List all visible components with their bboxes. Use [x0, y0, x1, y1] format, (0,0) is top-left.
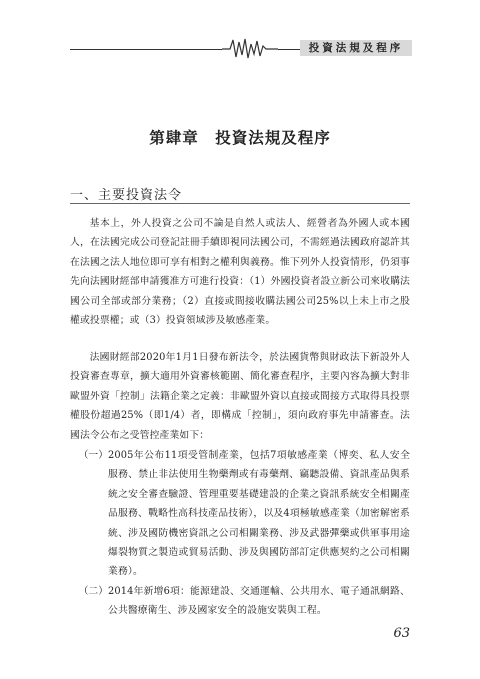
paragraph-1: 基本上，外人投資之公司不論是自然人或法人、經營者為外國人或本國人，在法國完成公司登記註冊手續即視同法國公司，不需經過法國政府認許其在法國之法人地位即可享有相對之權利與義務。惟下列外人投資情形，仍須事先向法國財經部申請獲准方可進行投資：（1）外國投資者設立新公司來收購法國公司全部或部分業務；（2）直接或間接收購法國公司25%以上未上市之股權或投票權；或（3）投資領域涉及敏感產業。 — [70, 218, 410, 327]
paragraph-2: 法國財經部2020年1月1日發布新法令，於法國貨幣與財政法下新設外人投資審查專章，擴大適用外資審核範圍、簡化審查程序，主要內容為擴大對非歐盟外資「控制」法籍企業之定義：非歐盟外資以直接或間接方式取得具投票權股份超過25%（即1/4）者，即構成「控制」，須向政府事先申請審查。法國法令公布之受管控產業如下： — [70, 352, 410, 441]
section-title: 一、主要投資法令 — [70, 188, 183, 203]
section-rule — [70, 203, 410, 204]
list-item — [70, 582, 410, 621]
page-number: 63 — [393, 626, 410, 641]
list-item-marker: （一） — [78, 450, 108, 461]
controlled-industries-list — [70, 446, 410, 621]
list-item-text: 2005年公布11項受管制產業，包括7項敏感產業（博奕、私人安全服務、禁止非法使用生物藥劑或有毒藥劑、竊聽設備、資訊產品與系統之安全審查驗證、管理重要基礎建設的企業之資訊系統安全相關產品服務、戰略性高科技產品技術），以及4項極敏感產業（加密解密系統、涉及國防機密資訊之公司相關業務、涉及武器彈藥或供軍事用途爆裂物質之製造或貿易活動、涉及與國防部訂定供應契約之公司相關業務）。 — [108, 450, 410, 578]
heartbeat-wave-icon — [222, 36, 278, 60]
list-item — [70, 446, 410, 582]
list-item-marker: （二） — [78, 585, 108, 597]
chapter-title: 第肆章 投資法規及程序 — [149, 128, 331, 147]
list-item-text: 2014年新增6項：能源建設、交通運輸、公共用水、電子通訊網路、公共醫療衛生、涉及國家安全的設施安裝與工程。 — [108, 585, 410, 617]
running-title: 投資法規及程序 — [300, 40, 412, 56]
